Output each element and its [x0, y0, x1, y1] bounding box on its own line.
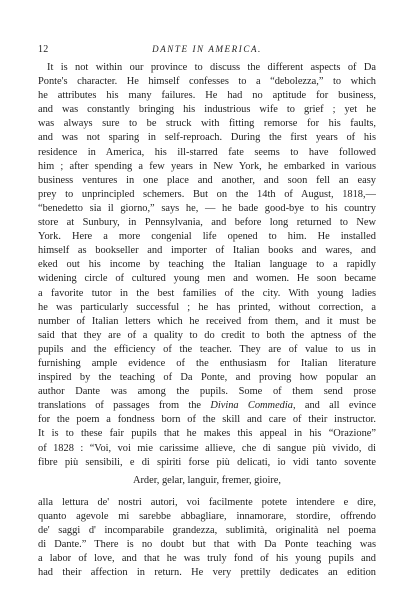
text-line: of 1828 : “Voi, voi mie carissime allieve, che di sangue più vivido, di	[38, 442, 376, 454]
text-line: for the poem a fondness born of the skill and care of their instructor.	[38, 414, 376, 426]
verse-quote: Arder, gelar, languir, fremer, gioire,	[132, 474, 282, 486]
page-number: 12	[38, 44, 49, 55]
paragraph-2	[38, 496, 376, 581]
text-line: he was particularly successful ; he has printed, without correction, a	[38, 301, 376, 313]
text-line: prey to unprincipled schemers. But on the 14th of August, 1818,—	[38, 188, 376, 200]
text-line: di Dante.” There is no doubt but that with Da Ponte teaching was	[38, 539, 376, 550]
text-line: de' saggi d' incomparabile grandezza, sublimità, originalità nel poema	[38, 524, 376, 536]
text-line: inspired by the teaching of Da Ponte, and proving how popular an	[38, 372, 376, 384]
text-line: business ventures in one place and another, and soon fell an easy	[38, 174, 376, 186]
text-line: store at Sunbury, in Pennsylvania, and before long returned to New	[38, 217, 376, 229]
text-line: It is not within our province to discuss the different aspects of Da	[47, 62, 376, 73]
text-line: eked out his income by teaching the Italian language to a rapidly	[38, 259, 376, 271]
paragraph-1	[38, 61, 376, 470]
running-title: DANTE IN AMERICA.	[152, 44, 262, 54]
text-line: author Dante was among the pupils. Some of them send prose	[38, 386, 376, 398]
text-line: and was not sparing in self-reproach. During the first years of his	[38, 132, 376, 144]
text-line: York. Here a more congenial life opened to him. He installed	[38, 231, 376, 243]
text-line: a labor of love, and that he was truly fond of his young pupils and	[38, 553, 376, 565]
text-line: a favorite tutor in the best families of the city. With young ladies	[38, 287, 376, 299]
text-line: and was constantly bringing his industrious wife to grief ; yet he	[38, 104, 376, 116]
text-line: pupils and the efficiency of the teacher. They are of value to us in	[38, 343, 376, 355]
text-line: said that they are of a quality to do credit to both the aptness of the	[38, 329, 376, 341]
text-line: quanto agevole mi sarebbe abbagliare, innamorare, stordire, offrendo	[38, 510, 376, 522]
text-line: was always sure to be struck with fitting remorse for his faults,	[38, 118, 376, 130]
text-line: residence in America, his ill-starred fate seems to have followed	[38, 146, 376, 158]
text-line: translations of passages from the Divina Commedia, and all evince	[38, 400, 376, 412]
text-line: himself as bookseller and importer of Italian books and wares, and	[38, 245, 376, 257]
text-line: furnishing ample evidence of the enthusiasm for Italian literature	[38, 357, 376, 369]
text-line: fibre più sensibili, e di spiriti forse più delicati, io vidi tanto sovente	[38, 456, 376, 468]
text-line: alla lettura de' nostri autori, voi facilmente potete intendere e dire,	[38, 496, 376, 508]
text-line: him ; after spending a few years in New York, he embarked in various	[38, 160, 376, 172]
text-line: “benedetto sia il giorno,” says he, — he bade good-bye to his country	[38, 202, 376, 214]
text-line: It is to these fair pupils that he makes this appeal in his “Orazione”	[38, 428, 376, 440]
text-line: had their affection in return. He very prettily dedicates an edition	[38, 567, 376, 579]
text-line: widening circle of cultured young men and women. He soon became	[38, 273, 376, 285]
text-line: number of Italian letters which he received from them, and it must be	[38, 315, 376, 327]
body-text	[38, 61, 376, 580]
running-head	[38, 44, 376, 58]
text-line: he attributes his many failures. He had no aptitude for business,	[38, 90, 376, 102]
text-line: Ponte's character. He himself confesses to a “debolezza,” to which	[38, 76, 376, 88]
